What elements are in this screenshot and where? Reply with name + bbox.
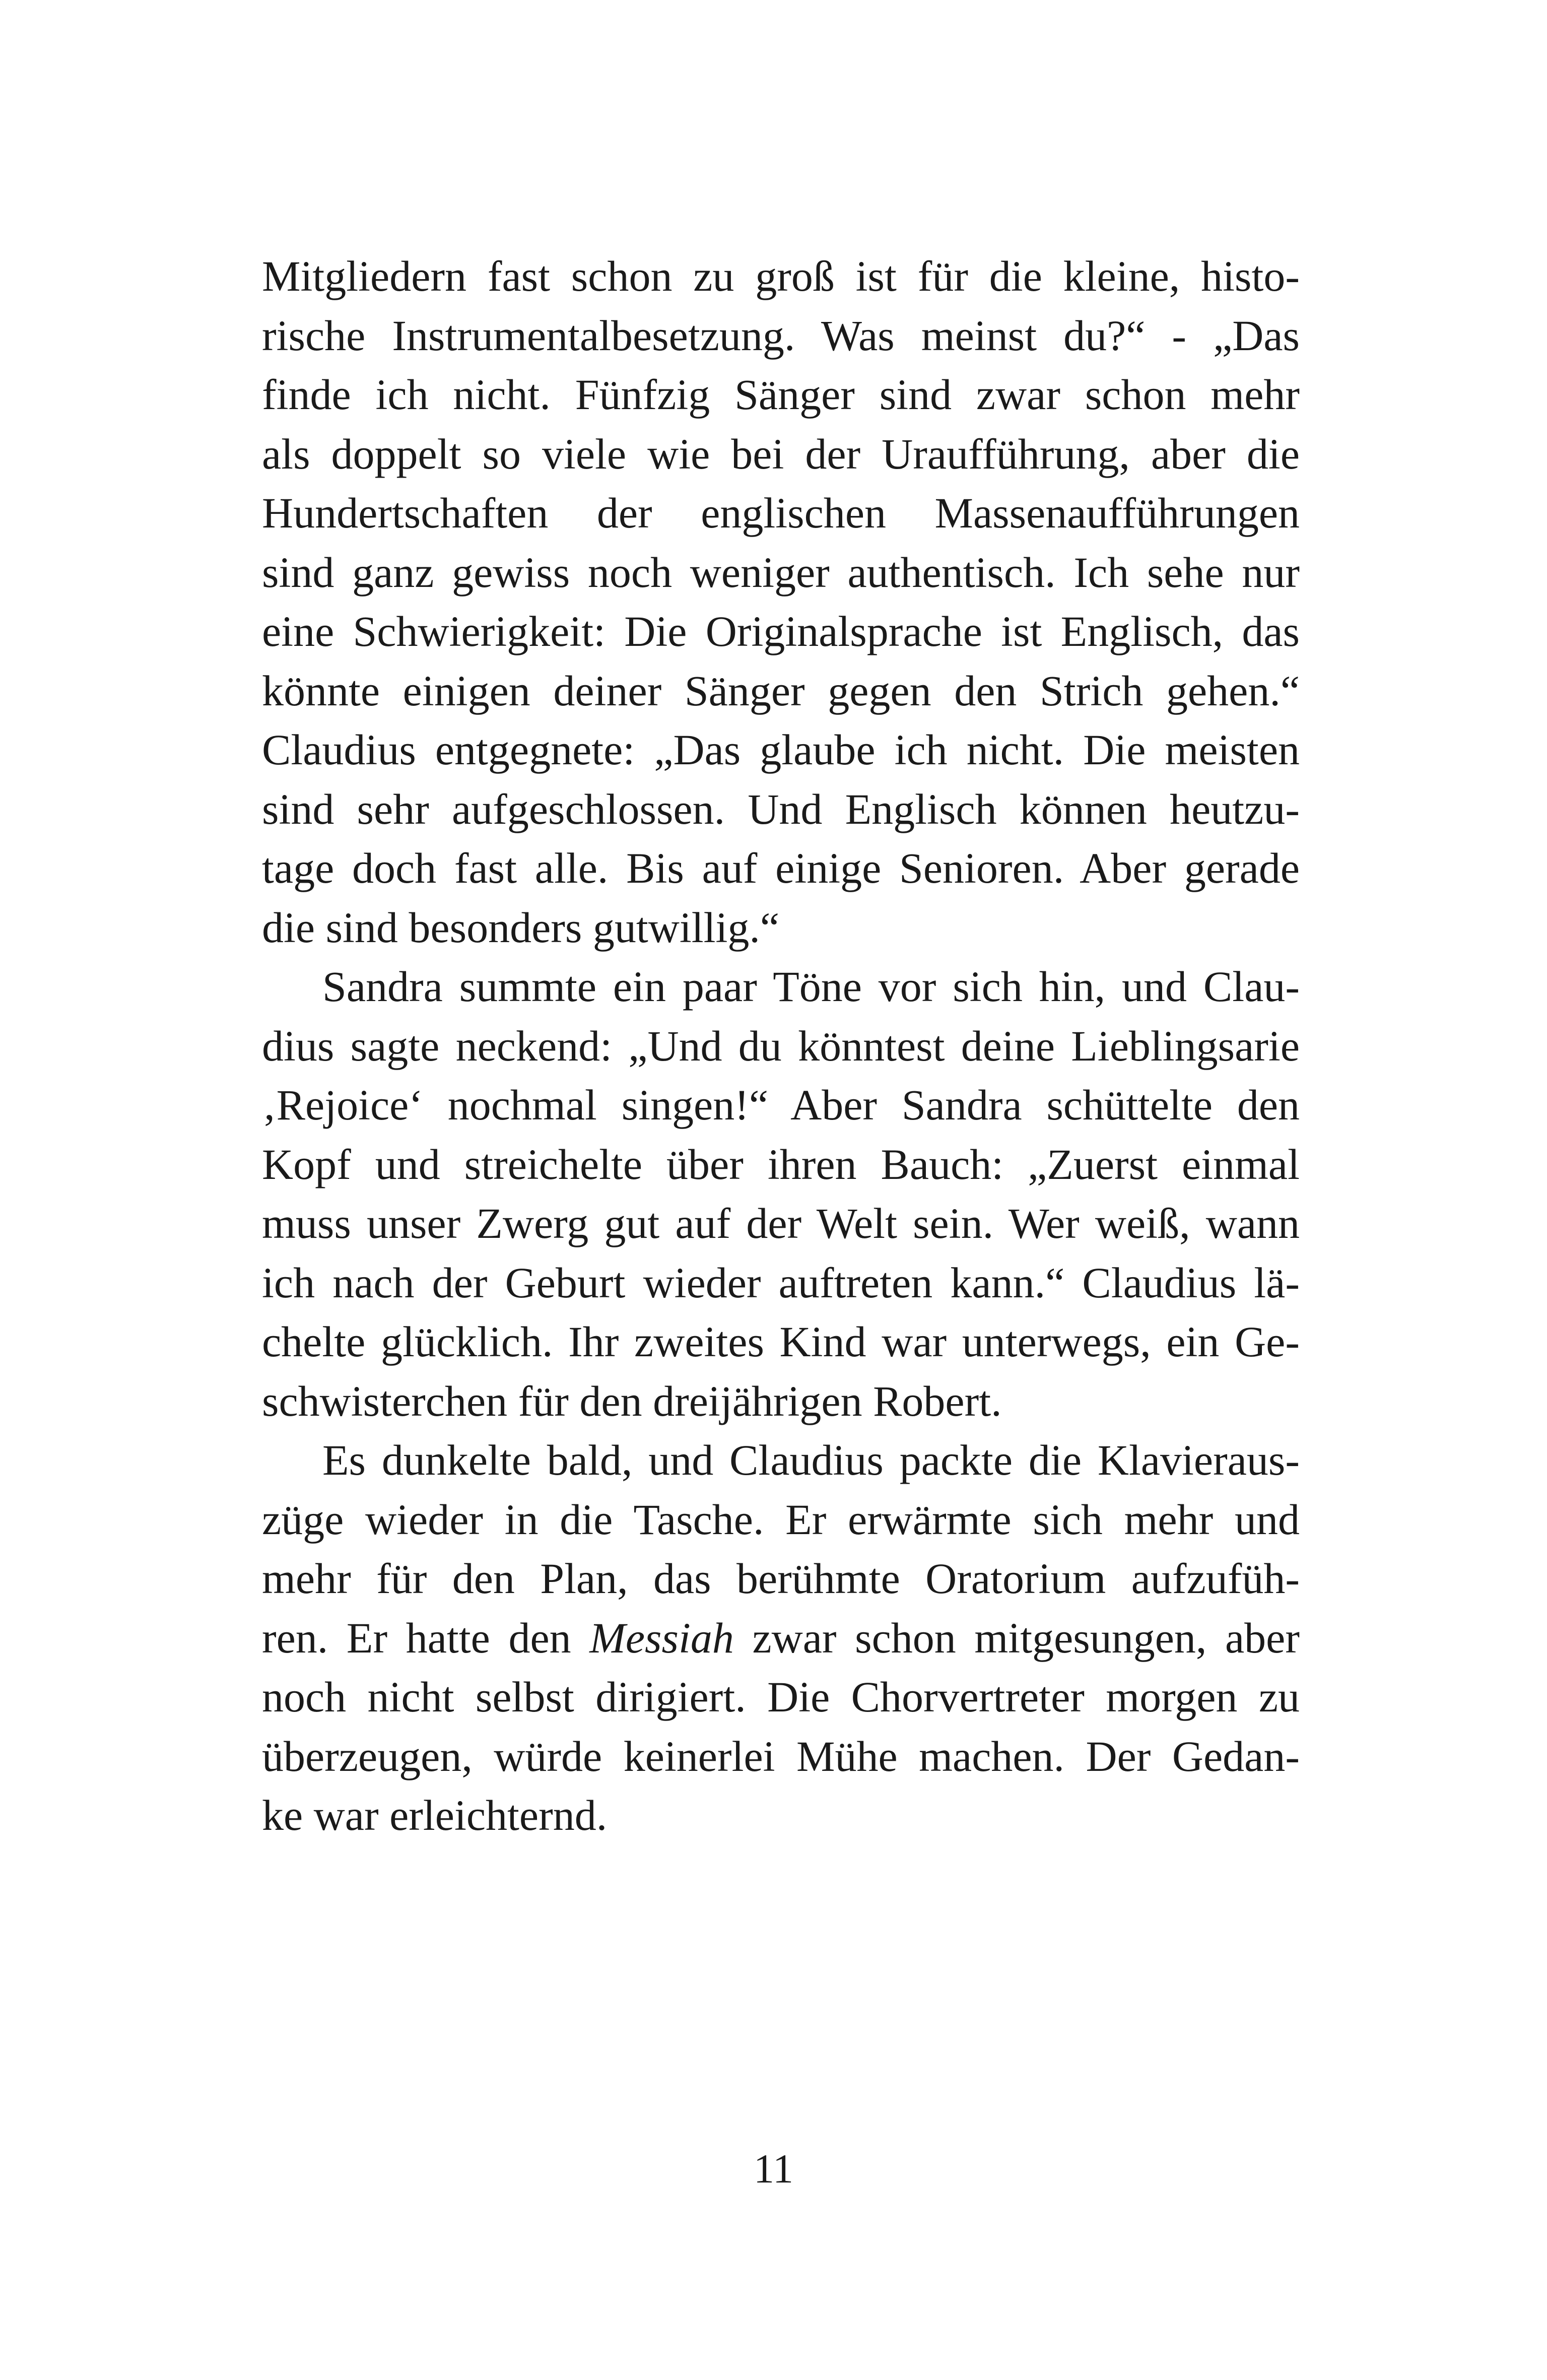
text-line: dius sagte neckend: „Und du könntest deine Lieblingsarie	[262, 1021, 1300, 1070]
text-line: sind sehr aufgeschlossen. Und Englisch können heutzu-	[262, 784, 1300, 833]
text-line: muss unser Zwerg gut auf der Welt sein. Wer weiß, wann	[262, 1199, 1300, 1247]
paragraph	[262, 957, 1300, 1431]
text-line: sind ganz gewiss noch weniger authentisch. Ich sehe nur	[262, 548, 1300, 597]
text-run: ren. Er hatte den	[262, 1613, 590, 1662]
text-line: ‚Rejoice‘ nochmal singen!“ Aber Sandra schüttelte den	[262, 1081, 1300, 1129]
text-line: schwisterchen für den dreijährigen Robert.	[262, 1376, 1002, 1425]
text-line: ke war erleichternd.	[262, 1791, 608, 1839]
text-line: mehr für den Plan, das berühmte Oratorium aufzufüh-	[262, 1554, 1300, 1603]
text-line: Es dunkelte bald, und Claudius packte die Klavieraus-	[322, 1436, 1300, 1484]
text-line	[262, 1609, 1300, 1668]
text-line: überzeugen, würde keinerlei Mühe machen. Der Gedan-	[262, 1732, 1300, 1780]
text-line: chelte glücklich. Ihr zweites Kind war unterwegs, ein Ge-	[262, 1317, 1300, 1366]
text-line: züge wieder in die Tasche. Er erwärmte sich mehr und	[262, 1495, 1300, 1544]
text-line: Mitgliedern fast schon zu groß ist für die kleine, histo-	[262, 252, 1300, 300]
text-line: Sandra summte ein paar Töne vor sich hin, und Clau-	[322, 962, 1300, 1011]
body-text	[262, 247, 1300, 1845]
text-line: die sind besonders gutwillig.“	[262, 903, 780, 952]
text-run: zwar schon mitgesungen, aber	[733, 1613, 1300, 1662]
text-line: tage doch fast alle. Bis auf einige Senioren. Aber gerade	[262, 844, 1300, 892]
text-line: ich nach der Geburt wieder auftreten kann.“ Claudius lä-	[262, 1258, 1300, 1307]
text-line: Claudius entgegnete: „Das glaube ich nicht. Die meisten	[262, 725, 1300, 774]
text-line: finde ich nicht. Fünfzig Sänger sind zwar schon mehr	[262, 370, 1300, 419]
text-line: Hundertschaften der englischen Massenaufführungen	[262, 489, 1300, 537]
text-line: noch nicht selbst dirigiert. Die Chorvertreter morgen zu	[262, 1673, 1300, 1721]
text-line: Kopf und streichelte über ihren Bauch: „Zuerst einmal	[262, 1140, 1300, 1188]
italic-title: Messiah	[589, 1613, 734, 1662]
paragraph	[262, 1431, 1300, 1845]
text-line: als doppelt so viele wie bei der Uraufführung, aber die	[262, 429, 1300, 478]
text-line: eine Schwierigkeit: Die Originalsprache ist Englisch, das	[262, 607, 1300, 655]
paragraph	[262, 247, 1300, 957]
page-number: 11	[754, 2146, 793, 2192]
text-line: rische Instrumentalbesetzung. Was meinst du?“ - „Das	[262, 311, 1300, 360]
text-line: könnte einigen deiner Sänger gegen den Strich gehen.“	[262, 666, 1300, 715]
